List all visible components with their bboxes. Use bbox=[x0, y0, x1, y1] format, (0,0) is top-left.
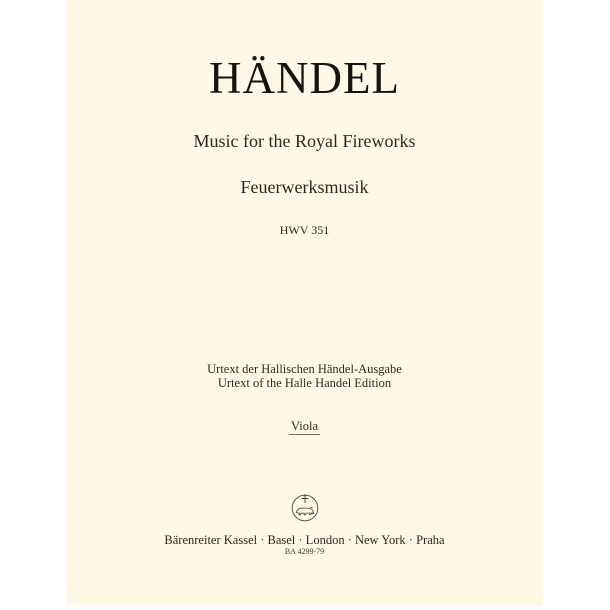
instrument-part: Viola bbox=[290, 419, 319, 433]
part-label-wrapper bbox=[66, 419, 543, 435]
urtext-english: Urtext of the Halle Handel Edition bbox=[217, 376, 392, 390]
composer-name: HÄNDEL bbox=[209, 53, 400, 103]
baerenreiter-bear-logo-icon bbox=[291, 493, 319, 522]
title-german: Feuerwerksmusik bbox=[240, 177, 369, 197]
catalog-number: HWV 351 bbox=[279, 223, 330, 237]
urtext-german: Urtext der Hallischen Händel-Ausgabe bbox=[207, 362, 402, 376]
score-cover bbox=[66, 0, 543, 605]
publisher-line: Bärenreiter Kassel · Basel · London · New York · Praha bbox=[164, 533, 445, 547]
title-english: Music for the Royal Fireworks bbox=[193, 131, 416, 151]
order-number: BA 4299-79 bbox=[284, 547, 325, 556]
